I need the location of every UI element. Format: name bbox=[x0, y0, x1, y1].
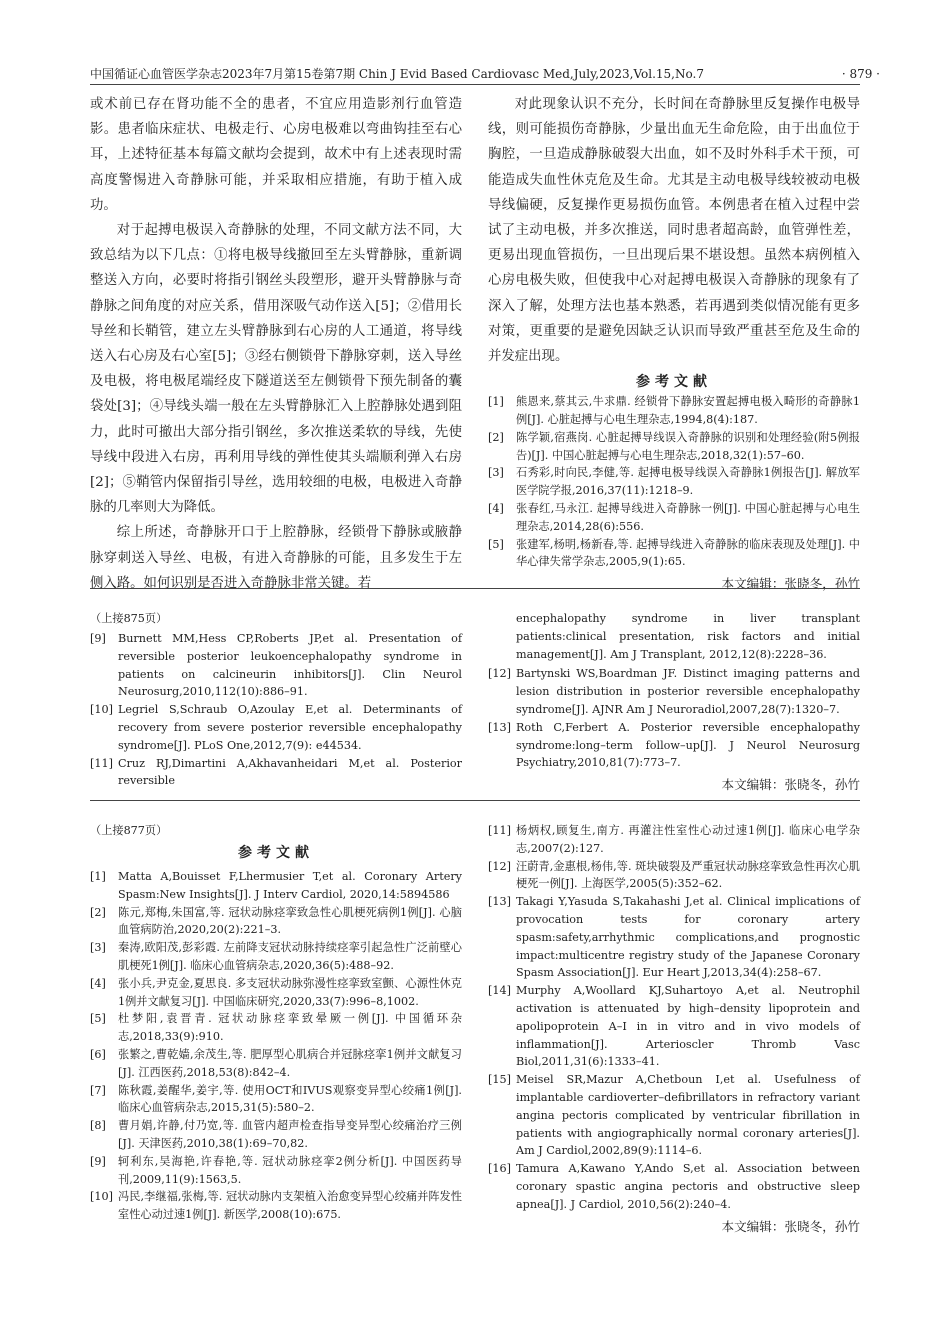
reference-text: 汪蔚青,金惠根,杨伟,等. 斑块破裂及严重冠状动脉痉挛致急性再次心肌梗死一例[J]. 上海医学,2005(5):352–62. bbox=[516, 859, 860, 891]
reference-item bbox=[90, 1188, 462, 1224]
article-left-column bbox=[90, 92, 462, 596]
reference-list bbox=[488, 393, 860, 571]
journal-line: 中国循证心血管医学杂志2023年7月第15卷第7期 Chin J Evid Based Cardiovasc Med,July,2023,Vol.15,No.7 bbox=[90, 67, 704, 81]
reference-item bbox=[90, 1082, 462, 1118]
reference-number: [10] bbox=[90, 1190, 113, 1204]
reference-number: [13] bbox=[488, 720, 511, 734]
reference-number: [12] bbox=[488, 859, 511, 873]
reference-text: Takagi Y,Yasuda S,Takahashi J,et al. Clinical implications of provocation tests for coronary artery spasm:safety,arrhythmic complications,and prognostic impact:multicentre registry study of the Japanese Coronary Spasm Association[J]. Eur Heart J,2013,34(4):258–67. bbox=[516, 895, 860, 980]
running-header bbox=[90, 66, 880, 82]
reference-text: 杜梦阳,袁晋青. 冠状动脉痉挛致晕厥一例[J]. 中国循环杂志,2018,33(9):910. bbox=[118, 1012, 462, 1044]
reference-item bbox=[488, 429, 860, 465]
reference-text: encephalopathy syndrome in liver transplant patients:clinical presentation, risk factors and initial management[J]. Am J Transplant, 2012,12(8):2228–36. bbox=[516, 612, 860, 661]
continued-from-label: （上接875页） bbox=[90, 612, 168, 625]
reference-number: [6] bbox=[90, 1047, 106, 1061]
references-heading: 参考文献 bbox=[238, 845, 314, 861]
reference-item bbox=[90, 904, 462, 940]
reference-text: 张小兵,尹克金,夏思良. 多支冠状动脉弥漫性痉挛致室颤、心源性休克1例并文献复习[J]. 中国临床研究,2020,33(7):996–8,1002. bbox=[118, 976, 462, 1008]
reference-number: [4] bbox=[90, 976, 106, 990]
reference-number: [14] bbox=[488, 984, 511, 998]
reference-text: 熊恩来,蔡其云,牛求鼎. 经锁骨下静脉安置起搏电极入畸形的奇静脉1例[J]. 心脏起搏与心电生理杂志,1994,8(4):187. bbox=[516, 395, 860, 427]
article-right-column bbox=[488, 92, 860, 594]
references-heading: 参考文献 bbox=[636, 374, 712, 391]
reference-text: 张春红,马永江. 起搏导线进入奇静脉一例[J]. 中国心脏起搏与心电生理杂志,2014,28(6):556. bbox=[516, 502, 860, 533]
editor-credit: 本文编辑：张晓冬，孙竹 bbox=[721, 576, 860, 592]
reference-number: [12] bbox=[488, 667, 511, 681]
reference-number: [2] bbox=[488, 430, 504, 444]
reference-text: 张繁之,曹乾嫱,余茂生,等. 肥厚型心肌病合并冠脉痉挛1例并文献复习[J]. 江西医药,2018,53(8):842–4. bbox=[118, 1047, 462, 1079]
reference-item bbox=[90, 1010, 462, 1046]
body-paragraph: 或术前已存在肾功能不全的患者，不宜应用造影剂行血管造影。患者临床症状、电极走行、心房电极难以弯曲钩挂至右心耳，上述特征基本每篇文献均会提到，故术中有上述表现时需高度警惕进入奇静脉可能，并采取相应措施，有助于植入成功。 bbox=[90, 97, 462, 213]
reference-text: Legriel S,Schraub O,Azoulay E,et al. Determinants of recovery from severe posterior reversible encephalopathy syndrome[J]. PLoS One,2012,7(9): e44534. bbox=[118, 703, 462, 752]
reference-number: [5] bbox=[488, 537, 504, 551]
reference-item bbox=[488, 393, 860, 429]
reference-item bbox=[488, 719, 860, 772]
reference-item bbox=[90, 939, 462, 975]
reference-item bbox=[488, 858, 860, 894]
reference-item bbox=[488, 665, 860, 718]
section-divider bbox=[90, 588, 860, 589]
reference-text: 石秀彩,时向民,李健,等. 起搏电极导线误入奇静脉1例报告[J]. 解放军医学院学报,2016,37(11):1218–9. bbox=[516, 466, 860, 498]
header-rule bbox=[90, 84, 860, 85]
section-divider bbox=[90, 800, 860, 801]
reference-text: Tamura A,Kawano Y,Ando S,et al. Association between coronary spastic angina pectoris and obstructive sleep apnea[J]. J Cardiol, 2010,56(2):240–4. bbox=[516, 1162, 860, 1211]
reference-item bbox=[90, 755, 462, 791]
reference-item bbox=[90, 1046, 462, 1082]
section2-right-column bbox=[488, 610, 860, 795]
reference-text: 陈秋霞,姜醒华,姜宇,等. 使用OCT和IVUS观察变异型心绞痛1例[J]. 临床心血管病杂志,2015,31(5):580–2. bbox=[118, 1083, 462, 1115]
reference-text: 杨炳权,顾复生,南方. 再灌注性室性心动过速1例[J]. 临床心电学杂志,2007(2):127. bbox=[516, 824, 860, 855]
reference-number: [3] bbox=[90, 941, 106, 955]
reference-number: [9] bbox=[90, 1154, 106, 1168]
reference-text: Burnett MM,Hess CP,Roberts JP,et al. Presentation of reversible posterior leukoencephalopathy syndrome in patients on calcineurin inhibitors[J]. Clin Neurol Neurosurg,2010,112(10):886–91. bbox=[118, 632, 462, 699]
body-paragraph: 对于起搏电极误入奇静脉的处理，不同文献方法不同，大致总结为以下几点：①将电极导线撤回至左头臂静脉，重新调整送入方向，必要时将指引钢丝头段塑形，避开头臂静脉与奇静脉之间角度的对应关系，借用深吸气动作送入[5]；②借用长导丝和长鞘管，建立左头臂静脉到右心房的人工通道，将导线送入右心房及右心室[5]；③经右侧锁骨下静脉穿刺，送入导丝及电极，将电极尾端经皮下隧道送至左侧锁骨下预先制备的囊袋处[3]；④导线头端一般在左头臂静脉汇入上腔静脉处遇到阻力，此时可撤出大部分指引钢丝，多次推送柔软的导线，先使导线中段进入右房，再利用导线的弹性使其头端顺利弹入右房[2]；⑤鞘管内保留指引导丝，选用较细的电极，电极进入奇静脉的几率则大为降低。 bbox=[90, 223, 462, 516]
continued-from-label: （上接877页） bbox=[90, 824, 168, 837]
section3-left-column bbox=[90, 822, 462, 1224]
reference-text: Roth C,Ferbert A. Posterior reversible encephalopathy syndrome:long–term follow–up[J]. J Neurol Neurosurg Psychiatry,2010,81(7):773–7. bbox=[516, 720, 860, 770]
reference-text: 陈学颖,宿燕岗. 心脏起搏导线误入奇静脉的识别和处理经验(附5例报告)[J]. 中国心脏起搏与心电生理杂志,2018,32(1):57–60. bbox=[516, 430, 860, 462]
reference-number: [11] bbox=[488, 824, 511, 837]
reference-item bbox=[90, 1117, 462, 1153]
reference-text: 曹月娟,许静,付乃宽,等. 血管内超声检查指导变异型心绞痛治疗三例[J]. 天津医药,2010,38(1):69–70,82. bbox=[118, 1119, 462, 1150]
reference-item bbox=[488, 1071, 860, 1160]
section3-right-column bbox=[488, 822, 860, 1237]
reference-item bbox=[488, 500, 860, 536]
page-number: · 879 · bbox=[841, 67, 880, 81]
reference-number: [10] bbox=[90, 703, 113, 717]
editor-credit: 本文编辑：张晓冬，孙竹 bbox=[721, 777, 860, 793]
reference-number: [2] bbox=[90, 905, 106, 919]
body-paragraph: 对此现象认识不充分，长时间在奇静脉里反复操作电极导线，则可能损伤奇静脉，少量出血无生命危险，由于出血位于胸腔，一旦造成静脉破裂大出血，如不及时外科手术干预，可能造成失血性休克危及生命。尤其是主动电极导线较被动电极导线偏硬，反复操作更易损伤血管。本例患者在植入过程中尝试了主动电极，并多次推送，同时患者超高龄，血管弹性差，更易出现血管损伤，一旦出现后果不堪设想。虽然本病例植入心房电极失败，但使我中心对起搏电极误入奇静脉的现象有了深入了解，处理方法也基本熟悉，若再遇到类似情况能有更多对策，更重要的是避免因缺乏认识而导致严重甚至危及生命的并发症出现。 bbox=[488, 97, 860, 365]
reference-item bbox=[488, 536, 860, 572]
reference-text: 冯民,李继福,张梅,等. 冠状动脉内支架植入治愈变异型心绞痛并阵发性室性心动过速1例[J]. 新医学,2008(10):675. bbox=[118, 1190, 462, 1222]
reference-text: Matta A,Bouisset F,Lhermusier T,et al. Coronary Artery Spasm:New Insights[J]. J Interv Cardiol, 2020,14:5894586 bbox=[118, 870, 462, 901]
reference-item bbox=[90, 868, 462, 904]
reference-number: [15] bbox=[488, 1073, 511, 1087]
reference-number: [1] bbox=[90, 870, 106, 883]
reference-number: [1] bbox=[488, 395, 504, 409]
reference-item bbox=[488, 822, 860, 858]
reference-item bbox=[90, 1153, 462, 1189]
section2-left-column bbox=[90, 610, 462, 790]
reference-number: [5] bbox=[90, 1012, 106, 1026]
reference-item bbox=[488, 893, 860, 982]
reference-text: 秦涛,欧阳茂,彭彩霞. 左前降支冠状动脉持续痉挛引起急性广泛前壁心肌梗死1例[J]. 临床心血管病杂志,2020,36(5):488–92. bbox=[118, 941, 462, 972]
reference-number: [4] bbox=[488, 502, 504, 516]
reference-number: [13] bbox=[488, 895, 511, 909]
reference-number: [7] bbox=[90, 1083, 106, 1097]
body-paragraph: 综上所述，奇静脉开口于上腔静脉，经锁骨下静脉或腋静脉穿刺送入导丝、电极，有进入奇静脉的可能，且多发生于左侧入路。如何识别是否进入奇静脉非常关键。若 bbox=[90, 525, 462, 591]
reference-item bbox=[90, 630, 462, 701]
editor-credit: 本文编辑：张晓冬，孙竹 bbox=[721, 1218, 860, 1234]
reference-number: [3] bbox=[488, 466, 504, 480]
reference-item bbox=[488, 982, 860, 1071]
reference-text: 陈元,郑梅,朱国富,等. 冠状动脉痉挛致急性心肌梗死病例1例[J]. 心脑血管病防治,2020,20(2):221–3. bbox=[118, 905, 462, 937]
reference-item bbox=[90, 975, 462, 1011]
reference-number: [8] bbox=[90, 1119, 106, 1133]
reference-number: [9] bbox=[90, 632, 106, 645]
reference-text: Cruz RJ,Dimartini A,Akhavanheidari M,et al. Posterior reversible bbox=[118, 756, 462, 788]
reference-item bbox=[488, 1160, 860, 1213]
reference-text: Bartynski WS,Boardman JF. Distinct imaging patterns and lesion distribution in posterior reversible encephalopathy syndrome[J]. AJNR Am J Neuroradiol,2007,28(7):1320–7. bbox=[516, 667, 860, 716]
reference-item bbox=[90, 701, 462, 754]
reference-text: Murphy A,Woollard KJ,Suhartoyo A,et al. Neutrophil activation is attenuated by high–density lipoprotein and apolipoprotein A–I in in vitro and in vivo models of inflammation[J]. Arterioscler Thromb Vasc Biol,2011,31(6):1333–41. bbox=[516, 984, 860, 1069]
reference-continuation bbox=[488, 610, 860, 663]
reference-text: Meisel SR,Mazur A,Chetboun I,et al. Usefulness of implantable cardioverter–defibrillators in refractory variant angina pectoris complicated by ventricular fibrillation in patients with angiographically normal coronary arteries[J]. Am J Cardiol,2002,89(9):1114–6. bbox=[516, 1073, 860, 1158]
reference-number: [16] bbox=[488, 1162, 511, 1176]
reference-number: [11] bbox=[90, 756, 113, 770]
reference-item bbox=[488, 464, 860, 500]
reference-text: 轲利东,吴海艳,许春艳,等. 冠状动脉痉挛2例分析[J]. 中国医药导刊,2009,11(9):1563,5. bbox=[118, 1154, 462, 1186]
reference-text: 张建军,杨明,杨新春,等. 起搏导线进入奇静脉的临床表现及处理[J]. 中华心律失常学杂志,2005,9(1):65. bbox=[516, 537, 860, 569]
